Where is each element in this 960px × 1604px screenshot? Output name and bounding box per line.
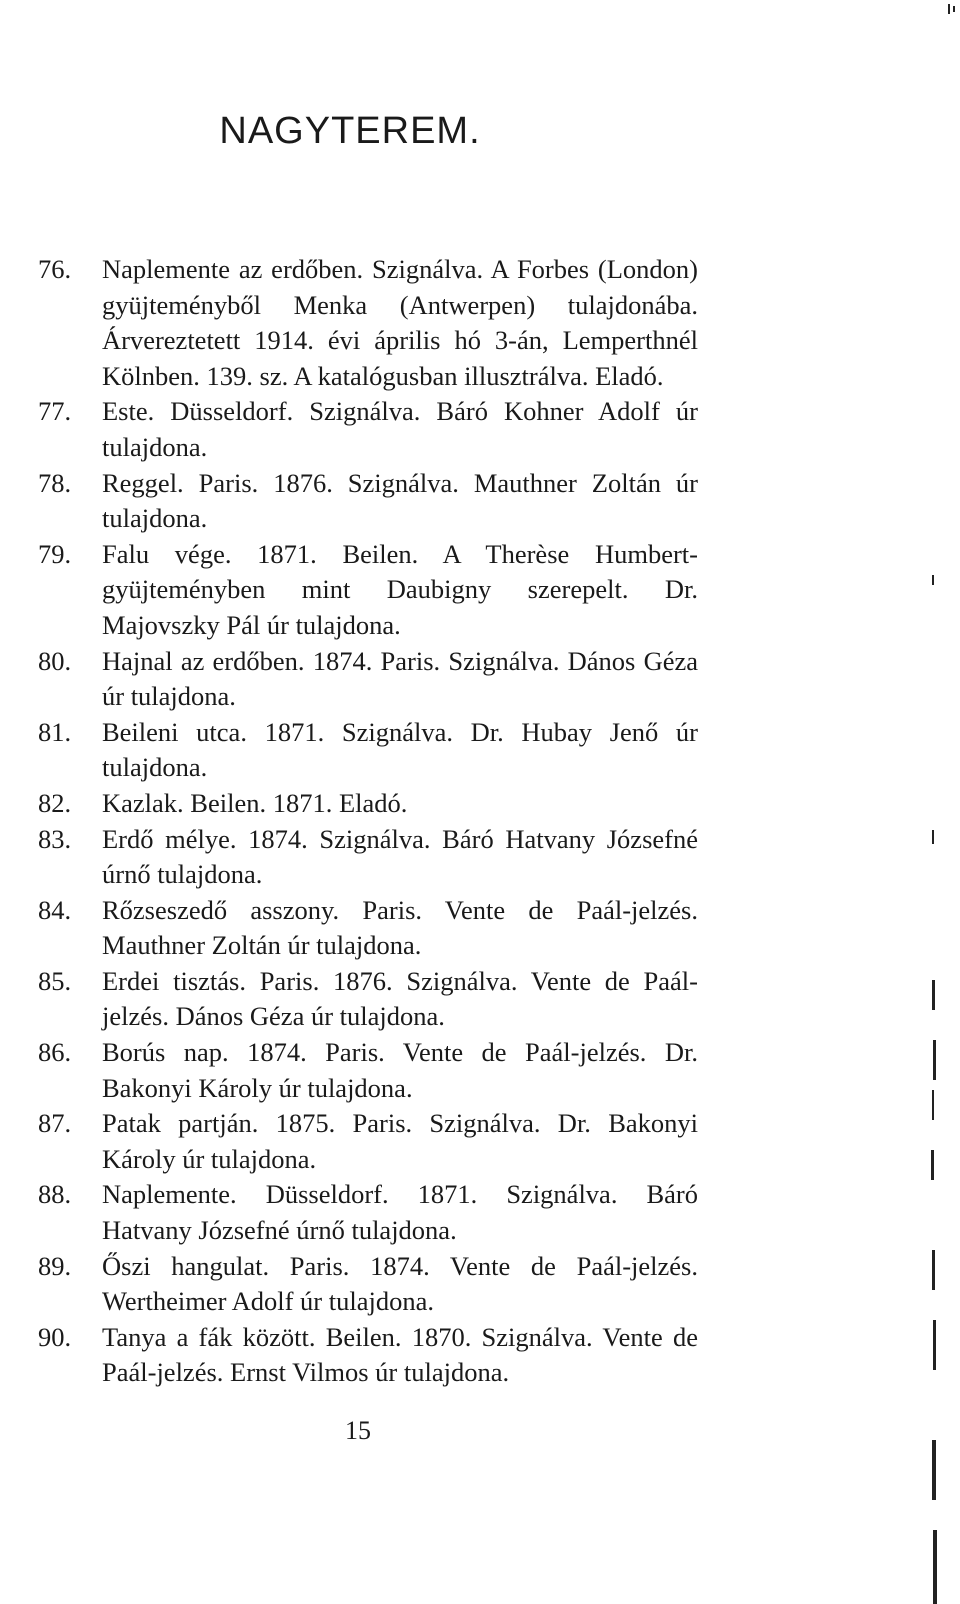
catalogue-entry [38,1035,698,1106]
catalogue-entries [38,252,698,1391]
entry-text: Erdő mélye. 1874. Szignálva. Báró Hatvany Józsefné úrnő tulajdona. [102,823,698,890]
catalogue-entry [38,1177,698,1248]
catalogue-entry [38,715,698,786]
entry-number: 76. [38,254,72,284]
entry-text: Beileni utca. 1871. Szignálva. Dr. Hubay Jenő úr tulajdona. [102,716,698,783]
catalogue-entry [38,893,698,964]
entry-number: 79. [38,538,72,569]
catalogue-entry [38,644,698,715]
entry-number: 84. [38,894,72,925]
entry-text: Erdei tisztás. Paris. 1876. Szignálva. Vente de Paál-jelzés. Dános Géza úr tulajdona. [102,965,698,1032]
page-number: 15 [345,1416,371,1445]
catalogue-entry [38,822,698,893]
entry-number: 80. [38,645,72,676]
entry-number: 85. [38,965,72,996]
entry-text: Patak partján. 1875. Paris. Szignálva. Dr. Bakonyi Károly úr tulajdona. [102,1108,698,1174]
scan-edge-marks [930,0,960,1604]
entry-number: 86. [38,1037,72,1068]
entry-number: 90. [38,1321,72,1352]
entry-text: Reggel. Paris. 1876. Szignálva. Mauthner Zoltán úr tulajdona. [102,467,698,534]
entry-number: 81. [38,716,72,747]
catalogue-entry [38,1249,698,1320]
entry-number: 87. [38,1108,72,1139]
entry-number: 82. [38,787,72,818]
catalogue-entry [38,537,698,644]
catalogue-entry [38,394,698,465]
catalogue-entry [38,1106,698,1177]
entry-number: 78. [38,467,72,498]
page-title: NAGYTEREM. [219,110,481,152]
entry-text: Falu vége. 1871. Beilen. A Therèse Humbert-gyüjteményben mint Daubigny szerepelt. Dr. Majovszky Pál úr tulajdona. [102,538,698,640]
entry-number: 89. [38,1250,72,1281]
entry-text: Őszi hangulat. Paris. 1874. Vente de Paál-jelzés. Wertheimer Adolf úr tulajdona. [102,1250,698,1317]
entry-number: 88. [38,1179,72,1210]
entry-text: Naplemente az erdőben. Szignálva. A Forbes (London) gyüjteményből Menka (Antwerpen) tulajdonába. Árvereztetett 1914. évi április hó 3-án, Lemperthnél Kölnben. 139. sz. A katalógusban illusztrálva. Eladó. [102,254,698,391]
entry-text: Tanya a fák között. Beilen. 1870. Szignálva. Vente de Paál-jelzés. Ernst Vilmos úr tulajdona. [102,1321,698,1388]
catalogue-entry [38,466,698,537]
entry-text: Borús nap. 1874. Paris. Vente de Paál-jelzés. Dr. Bakonyi Károly úr tulajdona. [102,1037,698,1103]
catalogue-entry [38,252,698,394]
catalogue-entry [38,786,698,822]
catalogue-entry [38,964,698,1035]
entry-text: Kazlak. Beilen. 1871. Eladó. [102,787,408,818]
entry-text: Rőzseszedő asszony. Paris. Vente de Paál-jelzés. Mauthner Zoltán úr tulajdona. [102,894,698,961]
entry-number: 83. [38,823,72,854]
entry-number: 77. [38,396,72,427]
entry-text: Naplemente. Düsseldorf. 1871. Szignálva. Báró Hatvany Józsefné úrnő tulajdona. [102,1179,698,1246]
catalogue-entry [38,1320,698,1391]
entry-text: Este. Düsseldorf. Szignálva. Báró Kohner Adolf úr tulajdona. [102,396,698,462]
entry-text: Hajnal az erdőben. 1874. Paris. Szignálva. Dános Géza úr tulajdona. [102,645,698,712]
